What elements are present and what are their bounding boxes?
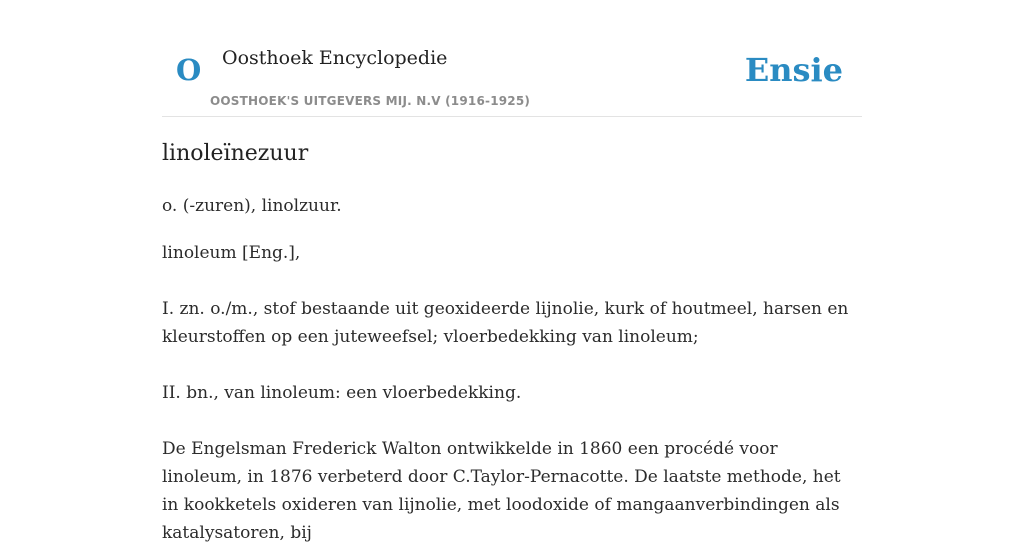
header	[162, 0, 862, 117]
ensie-logo-link[interactable]: Ensie	[744, 51, 843, 89]
entry-paragraph: linoleum [Eng.],	[162, 243, 301, 263]
entry-paragraph: De Engelsman Frederick Walton ontwikkelde in 1860 een procédé voor linoleum, in 1876 verbeterd door C.Taylor-Pernacotte. De laatste methode, het in kookketels oxideren van lijnolie, met loodoxide of mangaanverbindingen als katalysatoren, bij	[162, 439, 841, 543]
book-logo-icon[interactable]: O	[176, 53, 202, 87]
publisher-line: OOSTHOEK'S UITGEVERS MIJ. N.V (1916-1925)	[210, 94, 531, 108]
entry-paragraph: I. zn. o./m., stof bestaande uit geoxideerde lijnolie, kurk of houtmeel, harsen en kleurstoffen op een juteweefsel; vloerbedekking van linoleum;	[162, 299, 849, 347]
entry-paragraph: o. (-zuren), linolzuur.	[162, 196, 342, 216]
entry-paragraph: II. bn., van linoleum: een vloerbedekking.	[162, 383, 522, 403]
book-title-link[interactable]: Oosthoek Encyclopedie	[222, 47, 448, 69]
entry-content	[162, 136, 862, 547]
entry-title: linoleïnezuur	[162, 141, 309, 166]
